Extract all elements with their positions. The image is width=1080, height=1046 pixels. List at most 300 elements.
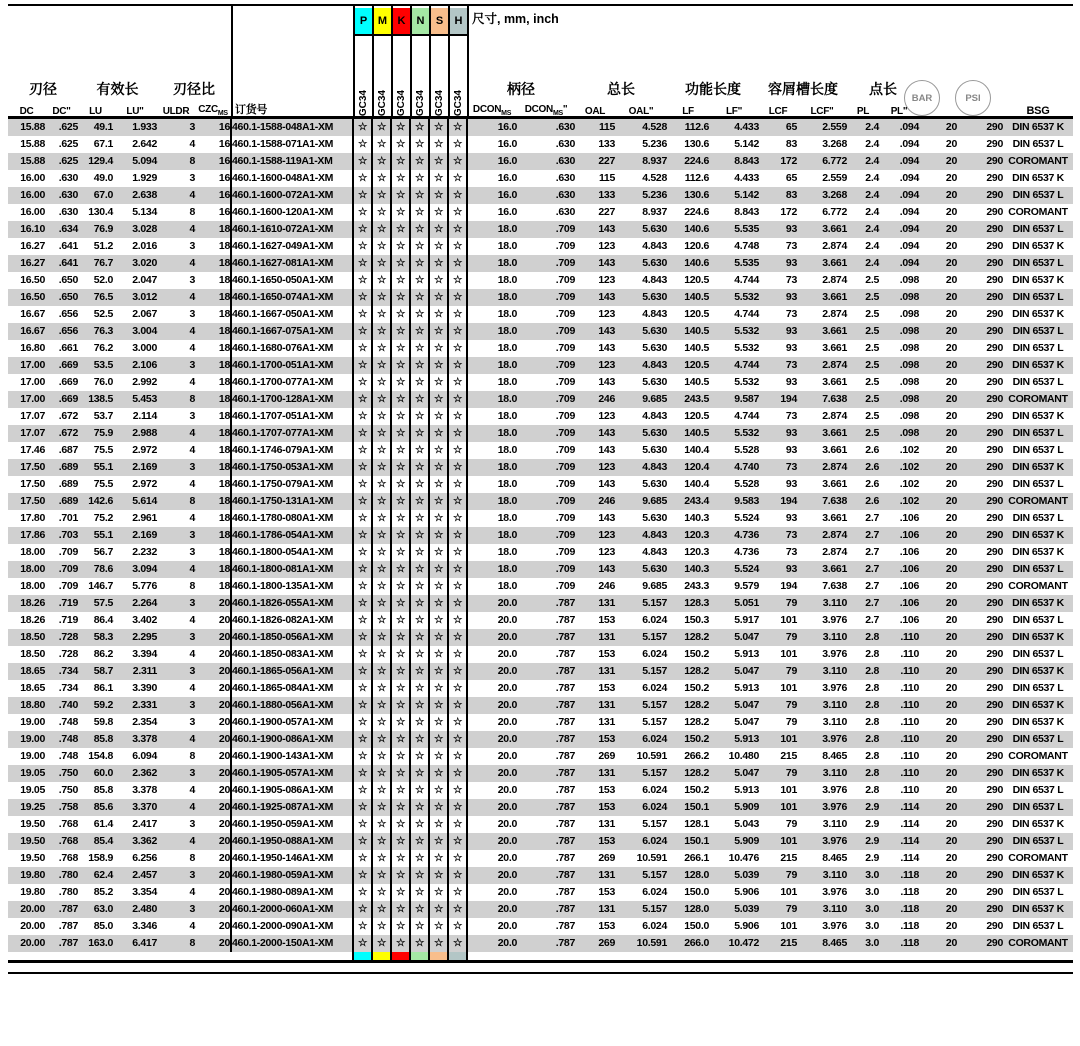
grade-star-icon: ☆: [353, 340, 372, 357]
cell-bar: 20: [919, 884, 957, 901]
cell-lu-inch: 2.638: [113, 187, 157, 204]
cell-lf-inch: 5.913: [709, 680, 759, 697]
cell-czc: 20: [195, 646, 231, 663]
grade-star-icon: ☆: [353, 153, 372, 170]
cell-dc-inch: .630: [45, 187, 78, 204]
cell-bsg: COROMANT: [1003, 850, 1073, 867]
grade-star-icon: ☆: [410, 459, 429, 476]
cell-uldr: 8: [157, 850, 195, 867]
cell-psi: 290: [957, 153, 1003, 170]
cell-dcon: 20.0: [467, 833, 517, 850]
cell-oal-inch: 5.630: [615, 442, 667, 459]
cell-bsg: DIN 6537 L: [1003, 187, 1073, 204]
cell-dcon-inch: .709: [517, 306, 575, 323]
cell-pl: 2.4: [847, 187, 879, 204]
cell-order-number: 460.1-1900-086A1-XM: [231, 731, 353, 748]
grade-star-icon: ☆: [353, 357, 372, 374]
cell-lcf: 79: [759, 765, 797, 782]
cell-dcon-inch: .787: [517, 748, 575, 765]
cell-lu-inch: 3.020: [113, 255, 157, 272]
grade-star-icon: ☆: [372, 782, 391, 799]
cell-bar: 20: [919, 544, 957, 561]
cell-bsg: DIN 6537 L: [1003, 782, 1073, 799]
cell-order-number: 460.1-1746-079A1-XM: [231, 442, 353, 459]
cell-lcf: 83: [759, 187, 797, 204]
cell-uldr: 4: [157, 510, 195, 527]
grade-star-icon: ☆: [391, 289, 410, 306]
cell-czc: 20: [195, 901, 231, 918]
cell-lf-inch: 5.142: [709, 136, 759, 153]
cell-bsg: DIN 6537 L: [1003, 680, 1073, 697]
grade-color-swatch: [410, 952, 429, 962]
cell-dc-inch: .703: [45, 527, 78, 544]
cell-lf: 128.2: [667, 697, 709, 714]
cell-dcon: 18.0: [467, 561, 517, 578]
grade-star-icon: ☆: [391, 714, 410, 731]
table-row: [8, 118, 1073, 137]
cell-pl-inch: .094: [879, 221, 919, 238]
grade-star-icon: ☆: [429, 663, 448, 680]
cell-dc: 17.46: [8, 442, 45, 459]
cell-lf: 120.5: [667, 408, 709, 425]
cell-lu-inch: 5.776: [113, 578, 157, 595]
cell-lu-inch: 2.047: [113, 272, 157, 289]
cell-lf: 128.1: [667, 816, 709, 833]
cell-oal: 269: [575, 748, 615, 765]
cell-dcon-inch: .709: [517, 544, 575, 561]
cell-lcf: 93: [759, 323, 797, 340]
cell-dc-inch: .748: [45, 731, 78, 748]
cell-lu-inch: 3.354: [113, 884, 157, 901]
grade-star-icon: ☆: [429, 374, 448, 391]
cell-lf-inch: 5.528: [709, 442, 759, 459]
cell-dcon-inch: .787: [517, 935, 575, 952]
grade-star-icon: ☆: [429, 816, 448, 833]
cell-lcf-inch: 3.661: [797, 510, 847, 527]
cell-dcon: 20.0: [467, 884, 517, 901]
col-dc: DC: [19, 106, 34, 117]
grade-star-icon: ☆: [353, 476, 372, 493]
cell-oal: 131: [575, 595, 615, 612]
cell-bsg: DIN 6537 L: [1003, 289, 1073, 306]
grade-star-icon: ☆: [410, 442, 429, 459]
cell-oal: 143: [575, 425, 615, 442]
cell-oal: 131: [575, 697, 615, 714]
grade-code-label: GC34: [358, 89, 369, 116]
cell-bsg: DIN 6537 L: [1003, 136, 1073, 153]
cell-dc-inch: .709: [45, 561, 78, 578]
cell-lf: 150.2: [667, 680, 709, 697]
cell-lu: 86.2: [78, 646, 113, 663]
cell-dcon-inch: .709: [517, 425, 575, 442]
grade-star-icon: ☆: [429, 187, 448, 204]
cell-uldr: 4: [157, 799, 195, 816]
cell-lf: 140.5: [667, 425, 709, 442]
cell-lcf-inch: 7.638: [797, 391, 847, 408]
cell-lcf: 172: [759, 153, 797, 170]
grade-star-icon: ☆: [391, 187, 410, 204]
grade-star-icon: ☆: [429, 153, 448, 170]
cell-dc-inch: .758: [45, 799, 78, 816]
cell-dc: 17.00: [8, 357, 45, 374]
cell-pl: 2.6: [847, 459, 879, 476]
cell-oal-inch: 5.630: [615, 255, 667, 272]
grade-star-icon: ☆: [372, 612, 391, 629]
cell-psi: 290: [957, 255, 1003, 272]
cell-lf: 140.6: [667, 255, 709, 272]
table-row: [8, 901, 1073, 918]
cell-oal: 131: [575, 765, 615, 782]
col-lcf: LCF: [768, 106, 788, 117]
cell-dcon-inch: .709: [517, 221, 575, 238]
grade-code-label: GC34: [396, 89, 407, 116]
grade-star-icon: ☆: [410, 867, 429, 884]
cell-oal: 143: [575, 374, 615, 391]
cell-lf: 128.0: [667, 867, 709, 884]
cell-czc: 18: [195, 323, 231, 340]
cell-oal: 115: [575, 118, 615, 137]
cell-lf: 140.3: [667, 561, 709, 578]
grade-star-icon: ☆: [410, 901, 429, 918]
cell-pl-inch: .118: [879, 867, 919, 884]
cell-uldr: 3: [157, 459, 195, 476]
cell-bsg: DIN 6537 K: [1003, 118, 1073, 137]
table-row: [8, 731, 1073, 748]
cell-lu-inch: 3.012: [113, 289, 157, 306]
cell-lf: 140.5: [667, 289, 709, 306]
cell-dcon-inch: .787: [517, 697, 575, 714]
cell-dc: 18.50: [8, 646, 45, 663]
cell-dcon: 16.0: [467, 187, 517, 204]
cell-czc: 18: [195, 561, 231, 578]
cell-order-number: 460.1-1826-055A1-XM: [231, 595, 353, 612]
cell-dcon: 18.0: [467, 306, 517, 323]
grade-star-icon: ☆: [391, 118, 410, 137]
cell-lu: 163.0: [78, 935, 113, 952]
table-row: [8, 323, 1073, 340]
cell-bar: 20: [919, 442, 957, 459]
cell-bar: 20: [919, 289, 957, 306]
cell-dcon: 18.0: [467, 391, 517, 408]
cell-bar: 20: [919, 170, 957, 187]
cell-czc: 20: [195, 663, 231, 680]
cell-dcon-inch: .787: [517, 714, 575, 731]
cell-lu: 85.8: [78, 782, 113, 799]
cell-lf-inch: 5.047: [709, 629, 759, 646]
grade-star-icon: ☆: [410, 221, 429, 238]
cell-lf: 128.0: [667, 901, 709, 918]
cell-pl: 2.8: [847, 697, 879, 714]
cell-pl: 3.0: [847, 901, 879, 918]
grade-star-icon: ☆: [372, 170, 391, 187]
cell-order-number: 460.1-1925-087A1-XM: [231, 799, 353, 816]
cell-lcf-inch: 2.559: [797, 118, 847, 137]
cell-pl: 2.7: [847, 612, 879, 629]
cell-lu: 61.4: [78, 816, 113, 833]
cell-lu: 76.7: [78, 255, 113, 272]
grade-star-icon: ☆: [410, 646, 429, 663]
cell-czc: 20: [195, 629, 231, 646]
grade-star-icon: ☆: [448, 646, 467, 663]
grade-star-icon: ☆: [391, 442, 410, 459]
spec-table: [8, 116, 1073, 963]
cell-psi: 290: [957, 238, 1003, 255]
grade-star-icon: ☆: [429, 561, 448, 578]
grade-star-icon: ☆: [429, 459, 448, 476]
cell-pl: 2.7: [847, 527, 879, 544]
cell-lcf: 93: [759, 221, 797, 238]
col-pl-inch: PL": [890, 106, 908, 117]
cell-lcf-inch: 3.976: [797, 731, 847, 748]
table-row: [8, 935, 1073, 952]
grade-star-icon: ☆: [448, 527, 467, 544]
cell-lu-inch: 2.362: [113, 765, 157, 782]
cell-psi: 290: [957, 782, 1003, 799]
cell-lcf: 215: [759, 748, 797, 765]
table-row: [8, 306, 1073, 323]
cell-dcon-inch: .709: [517, 391, 575, 408]
cell-pl: 2.4: [847, 221, 879, 238]
cell-order-number: 460.1-1750-053A1-XM: [231, 459, 353, 476]
cell-lu: 51.2: [78, 238, 113, 255]
cell-oal-inch: 10.591: [615, 748, 667, 765]
cell-dc-inch: .768: [45, 850, 78, 867]
table-row: [8, 714, 1073, 731]
cell-lf: 128.2: [667, 629, 709, 646]
cell-oal: 123: [575, 357, 615, 374]
cell-psi: 290: [957, 731, 1003, 748]
cell-lf: 140.3: [667, 510, 709, 527]
cell-pl-inch: .118: [879, 918, 919, 935]
cell-czc: 18: [195, 238, 231, 255]
cell-lf: 150.3: [667, 612, 709, 629]
cell-bar: 20: [919, 799, 957, 816]
grade-star-icon: ☆: [429, 272, 448, 289]
cell-bar: 20: [919, 459, 957, 476]
grade-letter-s: S: [431, 8, 448, 36]
cell-dcon: 20.0: [467, 595, 517, 612]
grade-star-icon: ☆: [353, 663, 372, 680]
grade-star-icon: ☆: [353, 238, 372, 255]
grade-star-icon: ☆: [410, 170, 429, 187]
grade-star-icon: ☆: [448, 663, 467, 680]
cell-lcf: 73: [759, 238, 797, 255]
cell-lf: 150.2: [667, 782, 709, 799]
cell-bar: 20: [919, 731, 957, 748]
cell-dc: 16.50: [8, 289, 45, 306]
grade-star-icon: ☆: [372, 527, 391, 544]
cell-dcon: 20.0: [467, 901, 517, 918]
cell-bsg: DIN 6537 K: [1003, 272, 1073, 289]
cell-dc-inch: .672: [45, 408, 78, 425]
grade-star-icon: ☆: [448, 442, 467, 459]
cell-lf: 243.4: [667, 493, 709, 510]
cell-lf: 140.4: [667, 476, 709, 493]
cell-uldr: 3: [157, 697, 195, 714]
col-lf: LF: [682, 106, 694, 117]
grade-star-icon: ☆: [429, 425, 448, 442]
grade-star-icon: ☆: [429, 680, 448, 697]
cell-pl: 2.8: [847, 680, 879, 697]
cell-bar: 20: [919, 493, 957, 510]
cell-bar: 20: [919, 833, 957, 850]
group-functional-length: 功能长度: [685, 81, 741, 97]
cell-lf-inch: 9.583: [709, 493, 759, 510]
cell-lcf-inch: 3.110: [797, 901, 847, 918]
cell-pl-inch: .110: [879, 782, 919, 799]
cell-psi: 290: [957, 918, 1003, 935]
cell-lf-inch: 5.913: [709, 646, 759, 663]
cell-czc: 20: [195, 816, 231, 833]
cell-bsg: DIN 6537 L: [1003, 884, 1073, 901]
cell-lu: 60.0: [78, 765, 113, 782]
col-uldr: ULDR: [162, 106, 190, 117]
cell-dc: 18.00: [8, 561, 45, 578]
cell-bar: 20: [919, 374, 957, 391]
cell-lf: 128.2: [667, 714, 709, 731]
cell-oal-inch: 5.630: [615, 476, 667, 493]
cell-uldr: 3: [157, 544, 195, 561]
cell-dc: 18.00: [8, 544, 45, 561]
cell-oal: 153: [575, 782, 615, 799]
cell-pl: 2.5: [847, 272, 879, 289]
cell-czc: 20: [195, 867, 231, 884]
cell-dc: 16.27: [8, 238, 45, 255]
cell-lcf: 93: [759, 425, 797, 442]
cell-pl-inch: .094: [879, 136, 919, 153]
cell-lf-inch: 4.744: [709, 357, 759, 374]
cell-lu: 130.4: [78, 204, 113, 221]
cell-bar: 20: [919, 782, 957, 799]
cell-lu-inch: 6.094: [113, 748, 157, 765]
table-row: [8, 187, 1073, 204]
table-row: [8, 272, 1073, 289]
cell-bar: 20: [919, 136, 957, 153]
cell-lf-inch: 5.047: [709, 714, 759, 731]
grade-star-icon: ☆: [410, 357, 429, 374]
cell-dcon: 18.0: [467, 289, 517, 306]
cell-psi: 290: [957, 476, 1003, 493]
table-row: [8, 765, 1073, 782]
cell-oal-inch: 8.937: [615, 204, 667, 221]
col-dcon-inch: $DCON_{MS}$": [524, 104, 568, 117]
grade-star-icon: ☆: [410, 476, 429, 493]
grade-star-icon: ☆: [410, 629, 429, 646]
grade-star-icon: ☆: [391, 884, 410, 901]
cell-bsg: DIN 6537 L: [1003, 561, 1073, 578]
grade-star-icon: ☆: [429, 510, 448, 527]
cell-bsg: COROMANT: [1003, 204, 1073, 221]
grade-star-icon: ☆: [410, 680, 429, 697]
cell-dc: 19.50: [8, 833, 45, 850]
cell-lu-inch: 6.417: [113, 935, 157, 952]
cell-pl-inch: .118: [879, 884, 919, 901]
grade-star-icon: ☆: [429, 612, 448, 629]
cell-lcf: 101: [759, 833, 797, 850]
table-row: [8, 867, 1073, 884]
cell-lf-inch: 5.909: [709, 833, 759, 850]
cell-lu: 129.4: [78, 153, 113, 170]
grade-star-icon: ☆: [391, 221, 410, 238]
cell-lu-inch: 2.264: [113, 595, 157, 612]
grade-star-icon: ☆: [410, 714, 429, 731]
grade-star-icon: ☆: [372, 204, 391, 221]
grade-star-icon: ☆: [448, 255, 467, 272]
cell-lf-inch: 4.748: [709, 238, 759, 255]
cell-dc: 18.26: [8, 595, 45, 612]
cell-pl-inch: .094: [879, 170, 919, 187]
grade-star-icon: ☆: [448, 731, 467, 748]
cell-lu: 59.8: [78, 714, 113, 731]
cell-lf: 112.6: [667, 170, 709, 187]
cell-order-number: 460.1-1700-051A1-XM: [231, 357, 353, 374]
grade-star-icon: ☆: [429, 748, 448, 765]
cell-dcon: 18.0: [467, 442, 517, 459]
cell-lf-inch: 5.917: [709, 612, 759, 629]
cell-dc-inch: .625: [45, 136, 78, 153]
cell-psi: 290: [957, 170, 1003, 187]
cell-czc: 16: [195, 136, 231, 153]
cell-dcon-inch: .787: [517, 918, 575, 935]
grade-star-icon: ☆: [410, 697, 429, 714]
grade-star-icon: ☆: [448, 136, 467, 153]
cell-lf-inch: 5.906: [709, 918, 759, 935]
grade-star-icon: ☆: [391, 748, 410, 765]
cell-czc: 20: [195, 680, 231, 697]
spec-table-body: [8, 118, 1073, 962]
cell-dcon: 20.0: [467, 663, 517, 680]
grade-star-icon: ☆: [391, 255, 410, 272]
grade-star-icon: ☆: [353, 118, 372, 137]
table-row: [8, 680, 1073, 697]
cell-bar: 20: [919, 187, 957, 204]
cell-dc: 20.00: [8, 901, 45, 918]
cell-lu: 57.5: [78, 595, 113, 612]
cell-lcf: 101: [759, 680, 797, 697]
cell-pl: 2.8: [847, 646, 879, 663]
cell-lcf: 101: [759, 731, 797, 748]
cell-dc-inch: .787: [45, 935, 78, 952]
grade-star-icon: ☆: [448, 187, 467, 204]
cell-bsg: DIN 6537 L: [1003, 340, 1073, 357]
cell-lf: 120.5: [667, 272, 709, 289]
col-lu-inch: LU": [126, 106, 144, 117]
cell-bsg: DIN 6537 L: [1003, 799, 1073, 816]
table-row: [8, 782, 1073, 799]
table-row: [8, 204, 1073, 221]
cell-pl-inch: .106: [879, 527, 919, 544]
cell-pl: 2.4: [847, 238, 879, 255]
cell-uldr: 4: [157, 425, 195, 442]
cell-lcf-inch: 8.465: [797, 748, 847, 765]
cell-order-number: 460.1-1905-057A1-XM: [231, 765, 353, 782]
cell-lcf: 194: [759, 578, 797, 595]
cell-oal: 131: [575, 663, 615, 680]
cell-bsg: DIN 6537 L: [1003, 918, 1073, 935]
cell-pl: 2.4: [847, 153, 879, 170]
cell-psi: 290: [957, 544, 1003, 561]
cell-lcf: 93: [759, 510, 797, 527]
cell-lcf-inch: 7.638: [797, 578, 847, 595]
grade-star-icon: ☆: [410, 544, 429, 561]
cell-bar: 20: [919, 561, 957, 578]
grade-star-icon: ☆: [410, 663, 429, 680]
grade-star-icon: ☆: [391, 391, 410, 408]
cell-order-number: 460.1-1588-071A1-XM: [231, 136, 353, 153]
cell-dc-inch: .656: [45, 306, 78, 323]
cell-order-number: 460.1-2000-150A1-XM: [231, 935, 353, 952]
grade-star-icon: ☆: [353, 408, 372, 425]
